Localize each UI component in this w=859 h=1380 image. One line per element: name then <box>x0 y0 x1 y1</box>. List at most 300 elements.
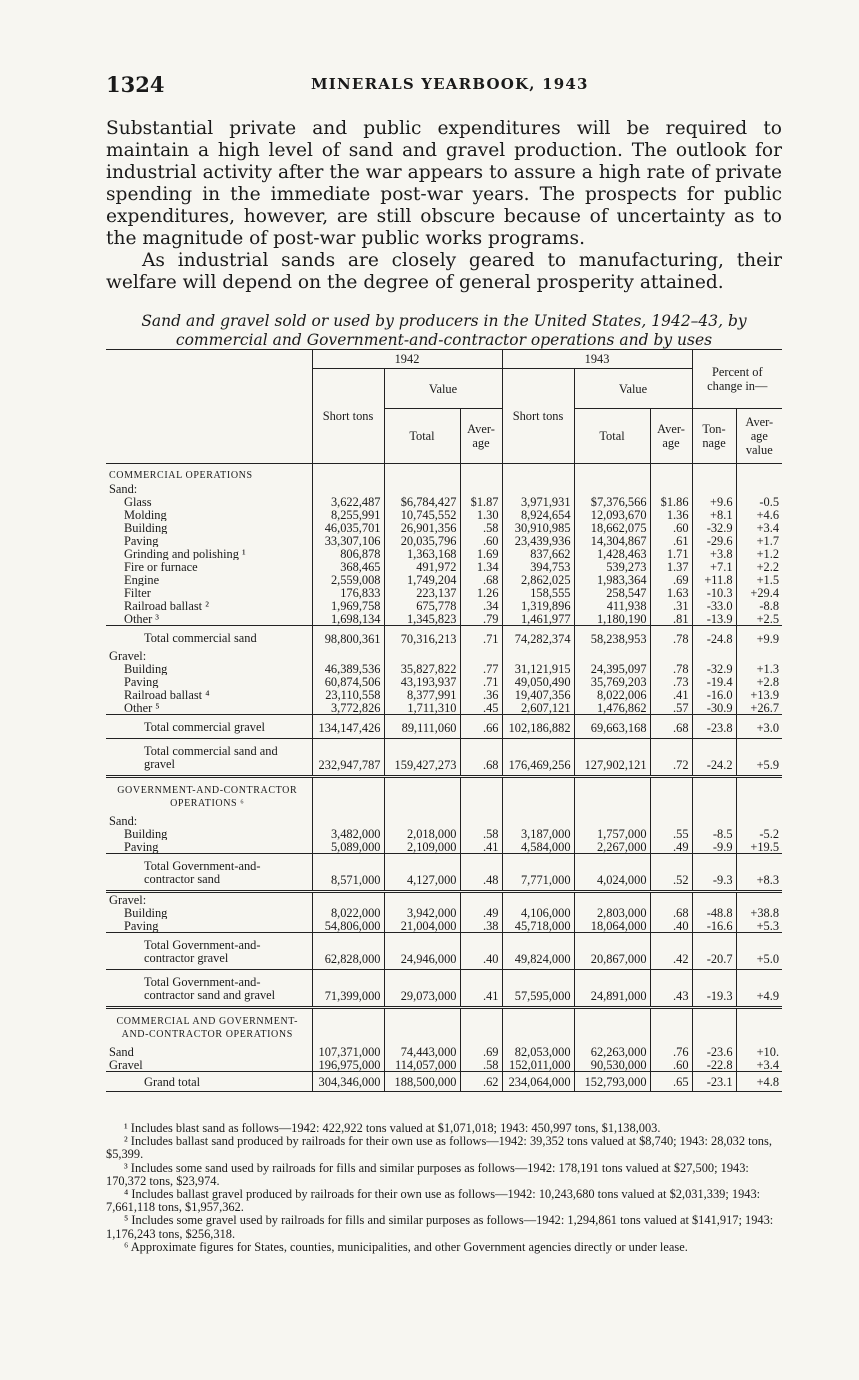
row-label: Paving <box>124 919 159 933</box>
table-cell: 3,942,000 <box>384 906 460 919</box>
table-cell: 127,902,121 <box>574 739 650 777</box>
table-row <box>106 715 782 739</box>
table-cell <box>736 649 782 662</box>
table-cell: +2.5 <box>736 612 782 626</box>
paragraph: Substantial private and public expenditures will be required to maintain a high level of sand and gravel production. The outlook for industrial activity after the war appears to assure a high rate of private spending in the immediate post-war years. The prospects for public expenditures, however, are still obscure because of uncertainty as to the magnitude of post-war public works programs. <box>106 118 782 249</box>
row-label: Sand: <box>109 814 138 828</box>
table-cell: 43,193,937 <box>384 675 460 688</box>
table-cell <box>502 814 574 827</box>
footnote: ⁴ Includes ballast gravel produced by railroads for their own use as follows—1942: 10,243,680 tons valued at $2,031,339; 1943: 7,661,118 tons, $1,957,362. <box>106 1187 761 1215</box>
table-cell: 837,662 <box>502 547 574 560</box>
table-cell: -24.8 <box>692 626 736 650</box>
table-cell: +26.7 <box>736 701 782 715</box>
table-cell: 1,180,190 <box>574 612 650 626</box>
row-label: COMMERCIAL OPERATIONS <box>109 470 253 481</box>
table-cell: .78 <box>650 626 692 650</box>
row-label: Total Government-and-contractor sand <box>106 854 312 892</box>
table-cell: -16.0 <box>692 688 736 701</box>
table-cell: .81 <box>650 612 692 626</box>
tonnage-header: Ton-nage <box>692 409 736 464</box>
table-cell: .60 <box>650 1058 692 1072</box>
table-cell <box>312 482 384 495</box>
short-tons-header-1943: Short tons <box>502 369 574 464</box>
table-cell <box>502 464 574 483</box>
table-cell: .40 <box>460 933 502 970</box>
table-row <box>106 599 782 612</box>
table-cell <box>650 814 692 827</box>
table-cell: 3,971,931 <box>502 495 574 508</box>
table-cell <box>384 814 460 827</box>
table-cell: 1,345,823 <box>384 612 460 626</box>
table-row <box>106 649 782 662</box>
table-cell: 234,064,000 <box>502 1072 574 1092</box>
table-cell: 232,947,787 <box>312 739 384 777</box>
table-cell: -19.3 <box>692 970 736 1008</box>
table-cell <box>312 777 384 815</box>
table-cell: -8.8 <box>736 599 782 612</box>
table-cell: 1.34 <box>460 560 502 573</box>
total-header-1943: Total <box>574 409 650 464</box>
table-cell: -9.3 <box>692 854 736 892</box>
table-cell: .34 <box>460 599 502 612</box>
table-cell <box>692 814 736 827</box>
table-cell: 8,377,991 <box>384 688 460 701</box>
stub-header <box>106 350 312 464</box>
table-cell: 82,053,000 <box>502 1045 574 1058</box>
table-cell: +2.8 <box>736 675 782 688</box>
table-cell: -33.0 <box>692 599 736 612</box>
table-cell: .41 <box>650 688 692 701</box>
table-cell: .71 <box>460 675 502 688</box>
table-cell: .68 <box>460 573 502 586</box>
table-cell: 394,753 <box>502 560 574 573</box>
running-title: MINERALS YEARBOOK, 1943 <box>311 75 589 93</box>
footnote: ¹ Includes blast sand as follows—1942: 422,922 tons valued at $1,071,018; 1943: 450,997 tons, $1,138,003. <box>124 1121 661 1135</box>
table-cell: .60 <box>460 534 502 547</box>
table-cell: 46,035,701 <box>312 521 384 534</box>
table-cell: .58 <box>460 1058 502 1072</box>
table-cell: 4,127,000 <box>384 854 460 892</box>
table-row <box>106 495 782 508</box>
table-cell: .60 <box>650 521 692 534</box>
table-cell: +3.0 <box>736 715 782 739</box>
table-cell: 21,004,000 <box>384 919 460 933</box>
table-cell: 89,111,060 <box>384 715 460 739</box>
table-cell: 49,050,490 <box>502 675 574 688</box>
table-cell: .58 <box>460 827 502 840</box>
table-cell: 1,983,364 <box>574 573 650 586</box>
table-cell: 8,255,991 <box>312 508 384 521</box>
table-cell: 31,121,915 <box>502 662 574 675</box>
table-cell: +5.9 <box>736 739 782 777</box>
table-row <box>106 675 782 688</box>
table-cell: 1.37 <box>650 560 692 573</box>
table-cell: .68 <box>460 739 502 777</box>
page-number: 1324 <box>106 72 165 97</box>
table-cell: +9.9 <box>736 626 782 650</box>
table-row <box>106 521 782 534</box>
table-row <box>106 906 782 919</box>
table-cell: 176,469,256 <box>502 739 574 777</box>
table-cell: 24,946,000 <box>384 933 460 970</box>
table-cell: -32.9 <box>692 662 736 675</box>
table-cell: -10.3 <box>692 586 736 599</box>
table-cell: -22.8 <box>692 1058 736 1072</box>
row-label: Other ³ <box>124 612 160 626</box>
footnote: ² Includes ballast sand produced by railroads for their own use as follows—1942: 39,352 tons valued at $8,740; 1943: 28,032 tons, $5,399. <box>106 1134 772 1162</box>
table-cell: 539,273 <box>574 560 650 573</box>
table-cell <box>384 892 460 907</box>
table-cell: 114,057,000 <box>384 1058 460 1072</box>
table-cell: $1.86 <box>650 495 692 508</box>
row-label: Paving <box>124 534 159 548</box>
table-cell: 30,910,985 <box>502 521 574 534</box>
table-cell: 70,316,213 <box>384 626 460 650</box>
table-cell: -32.9 <box>692 521 736 534</box>
value-header-1942: Value <box>384 369 502 409</box>
table-row <box>106 464 782 483</box>
table-cell: $7,376,566 <box>574 495 650 508</box>
table-cell <box>460 814 502 827</box>
table-cell: 98,800,361 <box>312 626 384 650</box>
table-cell: 23,110,558 <box>312 688 384 701</box>
row-label: Engine <box>124 573 160 587</box>
table-cell: 134,147,426 <box>312 715 384 739</box>
table-cell: 1,698,134 <box>312 612 384 626</box>
table-cell <box>692 892 736 907</box>
table-cell: +8.1 <box>692 508 736 521</box>
row-label: Gravel: <box>109 649 147 663</box>
row-label: Building <box>124 906 168 920</box>
table-cell <box>574 814 650 827</box>
table-row <box>106 560 782 573</box>
paragraph: As industrial sands are closely geared to manufacturing, their welfare will depend on the degree of general prosperity attained. <box>106 250 782 293</box>
table-row <box>106 688 782 701</box>
table-cell: 368,465 <box>312 560 384 573</box>
table-cell: 2,018,000 <box>384 827 460 840</box>
table-cell: 1.71 <box>650 547 692 560</box>
table-row <box>106 840 782 854</box>
table-cell: +7.1 <box>692 560 736 573</box>
table-cell: .52 <box>650 854 692 892</box>
table-cell: +5.0 <box>736 933 782 970</box>
table-cell: .57 <box>650 701 692 715</box>
row-label: COMMERCIAL AND GOVERNMENT-AND-CONTRACTOR OPERATIONS <box>116 1016 299 1041</box>
table-cell <box>502 649 574 662</box>
table-cell: 1,969,758 <box>312 599 384 612</box>
table-cell: 2,803,000 <box>574 906 650 919</box>
table-cell <box>650 892 692 907</box>
table-cell <box>736 777 782 815</box>
row-label: Total commercial sand and gravel <box>106 739 312 777</box>
table-cell: 1.63 <box>650 586 692 599</box>
row-label: Paving <box>124 675 159 689</box>
table-row <box>106 933 782 970</box>
table-cell: 35,827,822 <box>384 662 460 675</box>
table-cell <box>650 482 692 495</box>
table-row <box>106 534 782 547</box>
table-cell: 411,938 <box>574 599 650 612</box>
table-cell: 1,461,977 <box>502 612 574 626</box>
table-cell: +1.2 <box>736 547 782 560</box>
table-cell: 4,024,000 <box>574 854 650 892</box>
table-cell: .38 <box>460 919 502 933</box>
table-cell <box>460 464 502 483</box>
table-cell: -16.6 <box>692 919 736 933</box>
table-container <box>106 349 782 1092</box>
table-cell: +13.9 <box>736 688 782 701</box>
table-cell: .76 <box>650 1045 692 1058</box>
row-label: Railroad ballast ⁴ <box>124 688 210 702</box>
table-cell: 20,035,796 <box>384 534 460 547</box>
table-cell: .65 <box>650 1072 692 1092</box>
table-cell: .69 <box>650 573 692 586</box>
table-cell: 24,395,097 <box>574 662 650 675</box>
table-cell: .49 <box>650 840 692 854</box>
table-cell <box>574 777 650 815</box>
table-cell: .79 <box>460 612 502 626</box>
row-label: Total Government-and-contractor gravel <box>106 933 312 970</box>
row-label: Building <box>124 521 168 535</box>
table-cell: 58,238,953 <box>574 626 650 650</box>
row-label: Sand: <box>109 482 138 496</box>
table-cell: .68 <box>650 906 692 919</box>
average-header-1942: Aver-age <box>460 409 502 464</box>
table-row <box>106 1045 782 1058</box>
table-cell <box>312 464 384 483</box>
row-label: Other ⁵ <box>124 701 160 715</box>
table-cell: -23.8 <box>692 715 736 739</box>
table-cell: +11.8 <box>692 573 736 586</box>
table-cell: 4,106,000 <box>502 906 574 919</box>
table-cell: -8.5 <box>692 827 736 840</box>
table-row <box>106 612 782 626</box>
table-cell: .49 <box>460 906 502 919</box>
table-cell: 196,975,000 <box>312 1058 384 1072</box>
row-label: Grand total <box>106 1072 312 1092</box>
table-cell: 1.36 <box>650 508 692 521</box>
table-row <box>106 508 782 521</box>
table-cell: 176,833 <box>312 586 384 599</box>
row-label: Molding <box>124 508 167 522</box>
table-cell: .58 <box>460 521 502 534</box>
table-cell: 33,307,106 <box>312 534 384 547</box>
table-cell: 14,304,867 <box>574 534 650 547</box>
table-cell: +19.5 <box>736 840 782 854</box>
table-cell <box>736 814 782 827</box>
row-label: Building <box>124 827 168 841</box>
table-cell: -24.2 <box>692 739 736 777</box>
table-cell: 24,891,000 <box>574 970 650 1008</box>
table-cell: .40 <box>650 919 692 933</box>
table-cell: 1.26 <box>460 586 502 599</box>
table-cell <box>736 892 782 907</box>
table-cell: .69 <box>460 1045 502 1058</box>
table-row <box>106 1058 782 1072</box>
table-cell: -29.6 <box>692 534 736 547</box>
total-header-1942: Total <box>384 409 460 464</box>
table-cell: 8,571,000 <box>312 854 384 892</box>
table-cell: .41 <box>460 970 502 1008</box>
table-cell: 12,093,670 <box>574 508 650 521</box>
table-row <box>106 739 782 777</box>
table-cell <box>650 649 692 662</box>
row-label: Sand <box>109 1045 134 1059</box>
table-cell: +4.6 <box>736 508 782 521</box>
row-label: Building <box>124 662 168 676</box>
table-row <box>106 547 782 560</box>
table-cell: 806,878 <box>312 547 384 560</box>
table-cell: 10,745,552 <box>384 508 460 521</box>
table-cell: 62,263,000 <box>574 1045 650 1058</box>
table-cell: 8,924,654 <box>502 508 574 521</box>
table-cell: 2,109,000 <box>384 840 460 854</box>
table-cell: .43 <box>650 970 692 1008</box>
table-cell <box>736 482 782 495</box>
table-cell: 45,718,000 <box>502 919 574 933</box>
table-cell: 158,555 <box>502 586 574 599</box>
table-cell: -30.9 <box>692 701 736 715</box>
table-cell <box>460 892 502 907</box>
table-cell: +3.8 <box>692 547 736 560</box>
table-cell: 20,867,000 <box>574 933 650 970</box>
value-header-1943: Value <box>574 369 692 409</box>
table-cell: +1.7 <box>736 534 782 547</box>
table-cell: +8.3 <box>736 854 782 892</box>
table-cell: 2,559,008 <box>312 573 384 586</box>
row-label: Filter <box>124 586 151 600</box>
table-cell <box>692 777 736 815</box>
table-cell: 1,711,310 <box>384 701 460 715</box>
table-cell: .72 <box>650 739 692 777</box>
table-cell <box>650 1008 692 1046</box>
row-label: Total commercial sand <box>106 626 312 650</box>
table-cell: 223,137 <box>384 586 460 599</box>
table-cell <box>502 482 574 495</box>
average-header-1943: Aver-age <box>650 409 692 464</box>
table-cell <box>736 464 782 483</box>
table-cell <box>574 464 650 483</box>
table-cell: 71,399,000 <box>312 970 384 1008</box>
year-header-1942: 1942 <box>312 350 502 369</box>
table-cell: -23.6 <box>692 1045 736 1058</box>
table-cell: +2.2 <box>736 560 782 573</box>
table-cell <box>692 464 736 483</box>
table-cell: +29.4 <box>736 586 782 599</box>
table-cell: -19.4 <box>692 675 736 688</box>
table-cell: +10. <box>736 1045 782 1058</box>
table-cell: 90,530,000 <box>574 1058 650 1072</box>
table-cell: -20.7 <box>692 933 736 970</box>
table-row <box>106 573 782 586</box>
table-cell: 74,282,374 <box>502 626 574 650</box>
table-cell: 54,806,000 <box>312 919 384 933</box>
year-header-1943: 1943 <box>502 350 692 369</box>
table-cell: 304,346,000 <box>312 1072 384 1092</box>
table-cell: 2,267,000 <box>574 840 650 854</box>
table-cell: .62 <box>460 1072 502 1092</box>
row-label: Gravel: <box>109 892 147 907</box>
table-cell: 3,482,000 <box>312 827 384 840</box>
table-cell: .66 <box>460 715 502 739</box>
table-cell: +9.6 <box>692 495 736 508</box>
table-cell: 74,443,000 <box>384 1045 460 1058</box>
table-row <box>106 586 782 599</box>
table-cell: +1.5 <box>736 573 782 586</box>
table-cell <box>736 1008 782 1046</box>
table-cell: 8,022,006 <box>574 688 650 701</box>
table-cell: -0.5 <box>736 495 782 508</box>
table-cell: 102,186,882 <box>502 715 574 739</box>
table-cell: .68 <box>650 715 692 739</box>
row-label: Railroad ballast ² <box>124 599 209 613</box>
table-cell: .78 <box>650 662 692 675</box>
table-cell <box>692 1008 736 1046</box>
table-cell <box>312 814 384 827</box>
table-cell: 18,662,075 <box>574 521 650 534</box>
table-cell: 1,319,896 <box>502 599 574 612</box>
table-body <box>106 464 782 1092</box>
table-cell: 1,476,862 <box>574 701 650 715</box>
row-label: GOVERNMENT-AND-CONTRACTOR OPERATIONS ⁶ <box>117 785 298 810</box>
table-cell: 3,622,487 <box>312 495 384 508</box>
table-cell: .42 <box>650 933 692 970</box>
table-row <box>106 662 782 675</box>
table-cell: 107,371,000 <box>312 1045 384 1058</box>
table-cell <box>574 482 650 495</box>
table-cell <box>574 649 650 662</box>
table-cell: 258,547 <box>574 586 650 599</box>
table-cell: -23.1 <box>692 1072 736 1092</box>
table-cell: -13.9 <box>692 612 736 626</box>
table-cell: 60,874,506 <box>312 675 384 688</box>
table-cell: 49,824,000 <box>502 933 574 970</box>
table-row <box>106 626 782 650</box>
table-cell: 188,500,000 <box>384 1072 460 1092</box>
table-row <box>106 827 782 840</box>
table-cell: .36 <box>460 688 502 701</box>
table-cell: 19,407,356 <box>502 688 574 701</box>
table-cell <box>650 777 692 815</box>
table-cell <box>502 892 574 907</box>
table-cell: 1.69 <box>460 547 502 560</box>
table-cell: 35,769,203 <box>574 675 650 688</box>
row-label: Total commercial gravel <box>106 715 312 739</box>
table-cell: 152,011,000 <box>502 1058 574 1072</box>
table-cell: +3.4 <box>736 521 782 534</box>
table-cell <box>460 482 502 495</box>
table-cell: 1,757,000 <box>574 827 650 840</box>
table-row <box>106 854 782 892</box>
table-cell: 159,427,273 <box>384 739 460 777</box>
table-cell: 1,363,168 <box>384 547 460 560</box>
table-cell: +4.8 <box>736 1072 782 1092</box>
table-cell: $6,784,427 <box>384 495 460 508</box>
short-tons-header-1942: Short tons <box>312 369 384 464</box>
table-cell <box>574 1008 650 1046</box>
table-cell: 3,187,000 <box>502 827 574 840</box>
table-cell <box>502 1008 574 1046</box>
table-cell: 62,828,000 <box>312 933 384 970</box>
table-cell <box>384 1008 460 1046</box>
table-cell: 23,439,936 <box>502 534 574 547</box>
table-cell: 5,089,000 <box>312 840 384 854</box>
table-cell: .61 <box>650 534 692 547</box>
table-cell: $1.87 <box>460 495 502 508</box>
table-cell: 3,772,826 <box>312 701 384 715</box>
table-row <box>106 1008 782 1046</box>
table-cell: 18,064,000 <box>574 919 650 933</box>
